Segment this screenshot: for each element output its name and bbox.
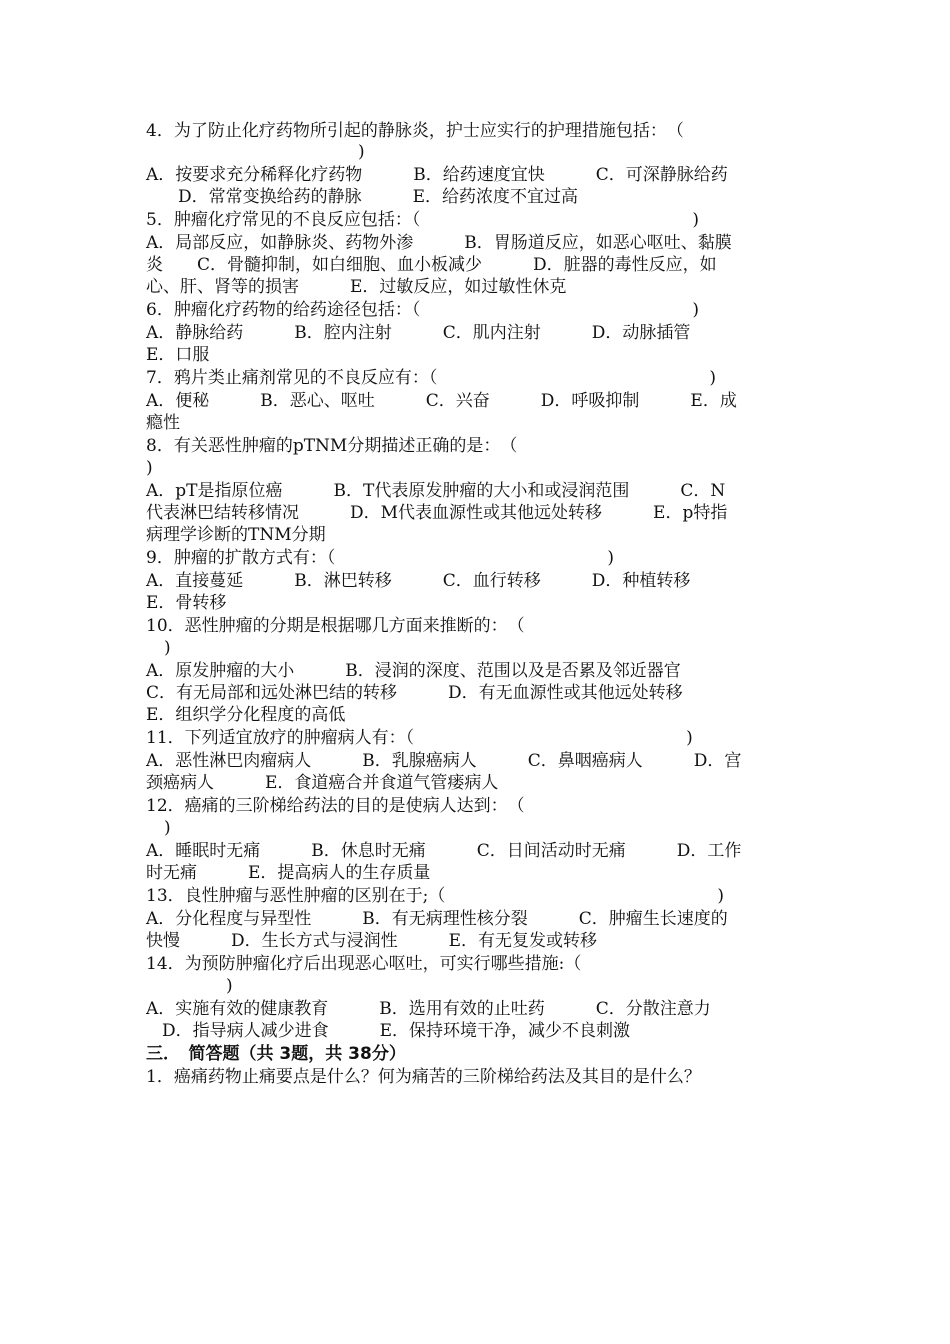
q5-options-line-1: A．局部反应，如静脉炎、药物外渗 B．胃肠道反应，如恶心呕吐、黏膜 (146, 233, 732, 253)
q5-options-line-2: 炎 C．骨髓抑制，如白细胞、血小板减少 D．脏器的毒性反应，如 (146, 255, 717, 275)
q7-options-line-1: A．便秘 B．恶心、呕吐 C．兴奋 D．呼吸抑制 E．成 (146, 391, 737, 411)
q4-stem: 4．为了防止化疗药物所引起的静脉炎，护士应实行的护理措施包括： （ (146, 121, 684, 141)
q8-stem: 8．有关恶性肿瘤的pTNM分期描述正确的是： （ (146, 436, 518, 456)
q5-stem: 5．肿瘤化疗常见的不良反应包括：（ ) (146, 210, 699, 230)
q10-options-line-3: E．组织学分化程度的高低 (146, 705, 346, 725)
q13-options-line-2: 快慢 D．生长方式与浸润性 E．有无复发或转移 (146, 931, 598, 951)
q5-options-line-3: 心、肝、肾等的损害 E．过敏反应，如过敏性休克 (146, 277, 567, 297)
q8-options-line-1: A．pT是指原位癌 B．T代表原发肿瘤的大小和或浸润范围 C．N (146, 481, 726, 501)
q8-answer-paren: ) (146, 458, 153, 478)
q14-options-line-1: A．实施有效的健康教育 B．选用有效的止吐药 C．分散注意力 (146, 999, 711, 1019)
q6-stem: 6．肿瘤化疗药物的给药途径包括：（ ) (146, 300, 699, 320)
q10-stem: 10．恶性肿瘤的分期是根据哪几方面来推断的： （ (146, 616, 525, 636)
q9-stem: 9．肿瘤的扩散方式有：（ ) (146, 548, 614, 568)
q7-options-line-2: 瘾性 (146, 413, 180, 433)
q12-options-line-2: 时无痛 E．提高病人的生存质量 (146, 863, 431, 883)
short-answer-q1: 1．癌痛药物止痛要点是什么？何为痛苦的三阶梯给药法及其目的是什么？ (146, 1067, 701, 1087)
q8-options-line-2: 代表淋巴结转移情况 D．M代表血源性或其他远处转移 E．p特指 (146, 503, 728, 523)
q12-stem: 12．癌痛的三阶梯给药法的目的是使病人达到： （ (146, 796, 525, 816)
q4-options-line-2: D．常常变换给药的静脉 E．给药浓度不宜过高 (178, 187, 579, 207)
q9-options-line-2: E．骨转移 (146, 593, 227, 613)
q10-options-line-1: A．原发肿瘤的大小 B．浸润的深度、范围以及是否累及邻近器官 (146, 661, 681, 681)
q8-options-line-3: 病理学诊断的TNM分期 (146, 525, 326, 545)
q9-options-line-1: A．直接蔓延 B．淋巴转移 C．血行转移 D．种植转移 (146, 571, 691, 591)
q6-options-line-2: E．口服 (146, 345, 210, 365)
q10-answer-paren: ) (164, 638, 171, 658)
q14-stem: 14．为预防肿瘤化疗后出现恶心呕吐，可实行哪些措施:（ (146, 954, 582, 974)
q13-stem: 13．良性肿瘤与恶性肿瘤的区别在于;（ ) (146, 886, 724, 906)
section-heading-short-answer: 三． 简答题（共 3题，共 38分） (146, 1044, 406, 1064)
q12-options-line-1: A．睡眠时无痛 B．休息时无痛 C．日间活动时无痛 D．工作 (146, 841, 742, 861)
q12-answer-paren: ) (164, 818, 171, 838)
q11-options-line-1: A．恶性淋巴肉瘤病人 B．乳腺癌病人 C．鼻咽癌病人 D．宫 (146, 751, 742, 771)
q11-stem: 11．下列适宜放疗的肿瘤病人有：（ ) (146, 728, 693, 748)
q14-options-line-2: D．指导病人减少进食 E．保持环境干净，减少不良刺激 (162, 1021, 631, 1041)
q6-options-line-1: A．静脉给药 B．腔内注射 C．肌内注射 D．动脉插管 (146, 323, 691, 343)
q7-stem: 7．鸦片类止痛剂常见的不良反应有：（ ) (146, 368, 716, 388)
q13-options-line-1: A．分化程度与异型性 B．有无病理性核分裂 C．肿瘤生长速度的 (146, 909, 728, 929)
q11-options-line-2: 颈癌病人 E．食道癌合并食道气管瘘病人 (146, 773, 499, 793)
q4-answer-paren: ) (358, 142, 365, 162)
q10-options-line-2: C．有无局部和远处淋巴结的转移 D．有无血源性或其他远处转移 (146, 683, 683, 703)
q14-answer-paren: ) (226, 976, 233, 996)
q4-options-line-1: A．按要求充分稀释化疗药物 B．给药速度宜快 C．可深静脉给药 (146, 165, 728, 185)
